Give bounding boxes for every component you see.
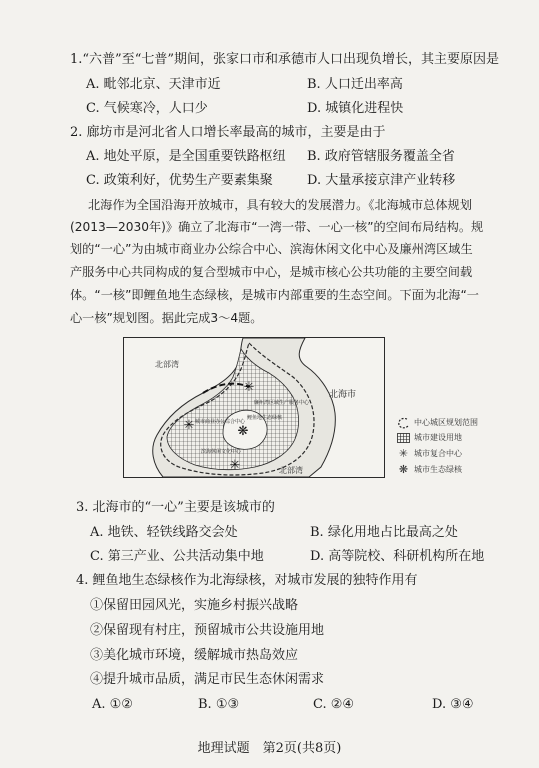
map-label-center-4: 滨海休闲文化中心 — [201, 449, 242, 455]
asterisk-center-icon: ✳ — [398, 447, 409, 460]
map-label-sea-bottom: 北部湾 — [279, 466, 303, 475]
q2-option-b: B. 政府管辖服务覆盖全省 — [307, 149, 455, 164]
q2-option-c: C. 政策利好，优势生产要素集聚 — [86, 173, 273, 188]
grid-landuse-icon — [397, 432, 410, 444]
q3-option-a: A. 地铁、轻铁线路交会处 — [90, 525, 238, 540]
q2-option-a: A. 地处平原，是全国重要铁路枢纽 — [86, 149, 286, 164]
q4-option-a: A. ①② — [92, 697, 133, 712]
q3-option-b: B. 绿化用地占比最高之处 — [310, 525, 458, 540]
legend-label: 城市建设用地 — [414, 433, 462, 442]
legend-label: 城市生态绿核 — [414, 465, 462, 474]
passage-line: 产服务中心共同构成的复合型城市中心，是城市核心公共功能的主要空间载 — [70, 265, 473, 279]
beihai-plan-map — [123, 337, 385, 478]
q3-option-d: D. 高等院校、科研机构所在地 — [310, 549, 485, 564]
q2-stem: 2. 廊坊市是河北省人口增长率最高的城市，主要是由于 — [70, 125, 386, 140]
map-label-eco-core: 鲤鱼地生态绿核 — [247, 415, 283, 421]
passage-line: 北海作为全国沿海开放城市，具有较大的发展潜力。《北海城市总体规划 — [88, 198, 472, 212]
center-marker-icon: ✳ — [229, 458, 241, 473]
legend-label: 中心城区规划范围 — [414, 418, 478, 427]
q4-option-c: C. ②④ — [313, 697, 355, 712]
map-label-center-2: 城市商业办公综合中心 — [195, 419, 246, 425]
passage-line: 体。“一核”即鲤鱼地生态绿核，是城市内部重要的生态空间。下面为北海“一 — [70, 288, 479, 302]
q4-item: ③美化城市环境，缓解城市热岛效应 — [90, 648, 299, 663]
q4-stem: 4. 鲤鱼地生态绿核作为北海绿核，对城市发展的独特作用有 — [76, 573, 418, 588]
q3-option-c: C. 第三产业、公共活动集中地 — [90, 549, 264, 564]
map-label-center-1: 廉州湾区域生产服务中心 — [254, 400, 310, 406]
eco-core-marker-icon: ❋ — [237, 424, 249, 439]
passage-line: (2013—2030年)》确立了北海市“一湾一带、一心一核”的空间布局结构。规 — [70, 220, 484, 234]
q1-option-b: B. 人口迁出率高 — [307, 77, 403, 92]
passage-line: 划的“一心”为由城市商业办公综合中心、滨海休闲文化中心及廉州湾区域生 — [70, 242, 473, 256]
center-marker-icon: ✳ — [243, 380, 255, 395]
q3-stem: 3. 北海市的“一心”主要是该城市的 — [76, 500, 275, 515]
snowflake-core-icon: ❋ — [398, 463, 409, 476]
q1-option-d: D. 城镇化进程快 — [307, 101, 404, 116]
q4-item: ④提升城市品质，满足市民生态休闲需求 — [90, 672, 325, 687]
q4-option-d: D. ③④ — [432, 697, 474, 712]
page-footer: 地理试题 第2页(共8页) — [197, 741, 342, 756]
legend-label: 城市复合中心 — [414, 449, 462, 458]
q1-option-a: A. 毗邻北京、天津市近 — [86, 77, 221, 92]
q1-stem: 1.“六普”至“七普”期间，张家口市和承德市人口出现负增长，其主要原因是 — [70, 52, 499, 67]
q4-item: ①保留田园风光，实施乡村振兴战略 — [90, 598, 299, 613]
q4-item: ②保留现有村庄，预留城市公共设施用地 — [90, 623, 325, 638]
map-label-sea-top: 北部湾 — [155, 360, 179, 369]
q2-option-d: D. 大量承接京津产业转移 — [307, 173, 456, 188]
q1-option-c: C. 气候寒冷，人口少 — [86, 101, 208, 116]
map-label-city: 北海市 — [329, 390, 357, 400]
center-marker-icon: ✳ — [183, 418, 195, 433]
dashed-boundary-icon — [397, 417, 410, 429]
q4-option-b: B. ①③ — [198, 697, 240, 712]
passage-line: 心一核”规划图。据此完成3～4题。 — [70, 311, 263, 325]
